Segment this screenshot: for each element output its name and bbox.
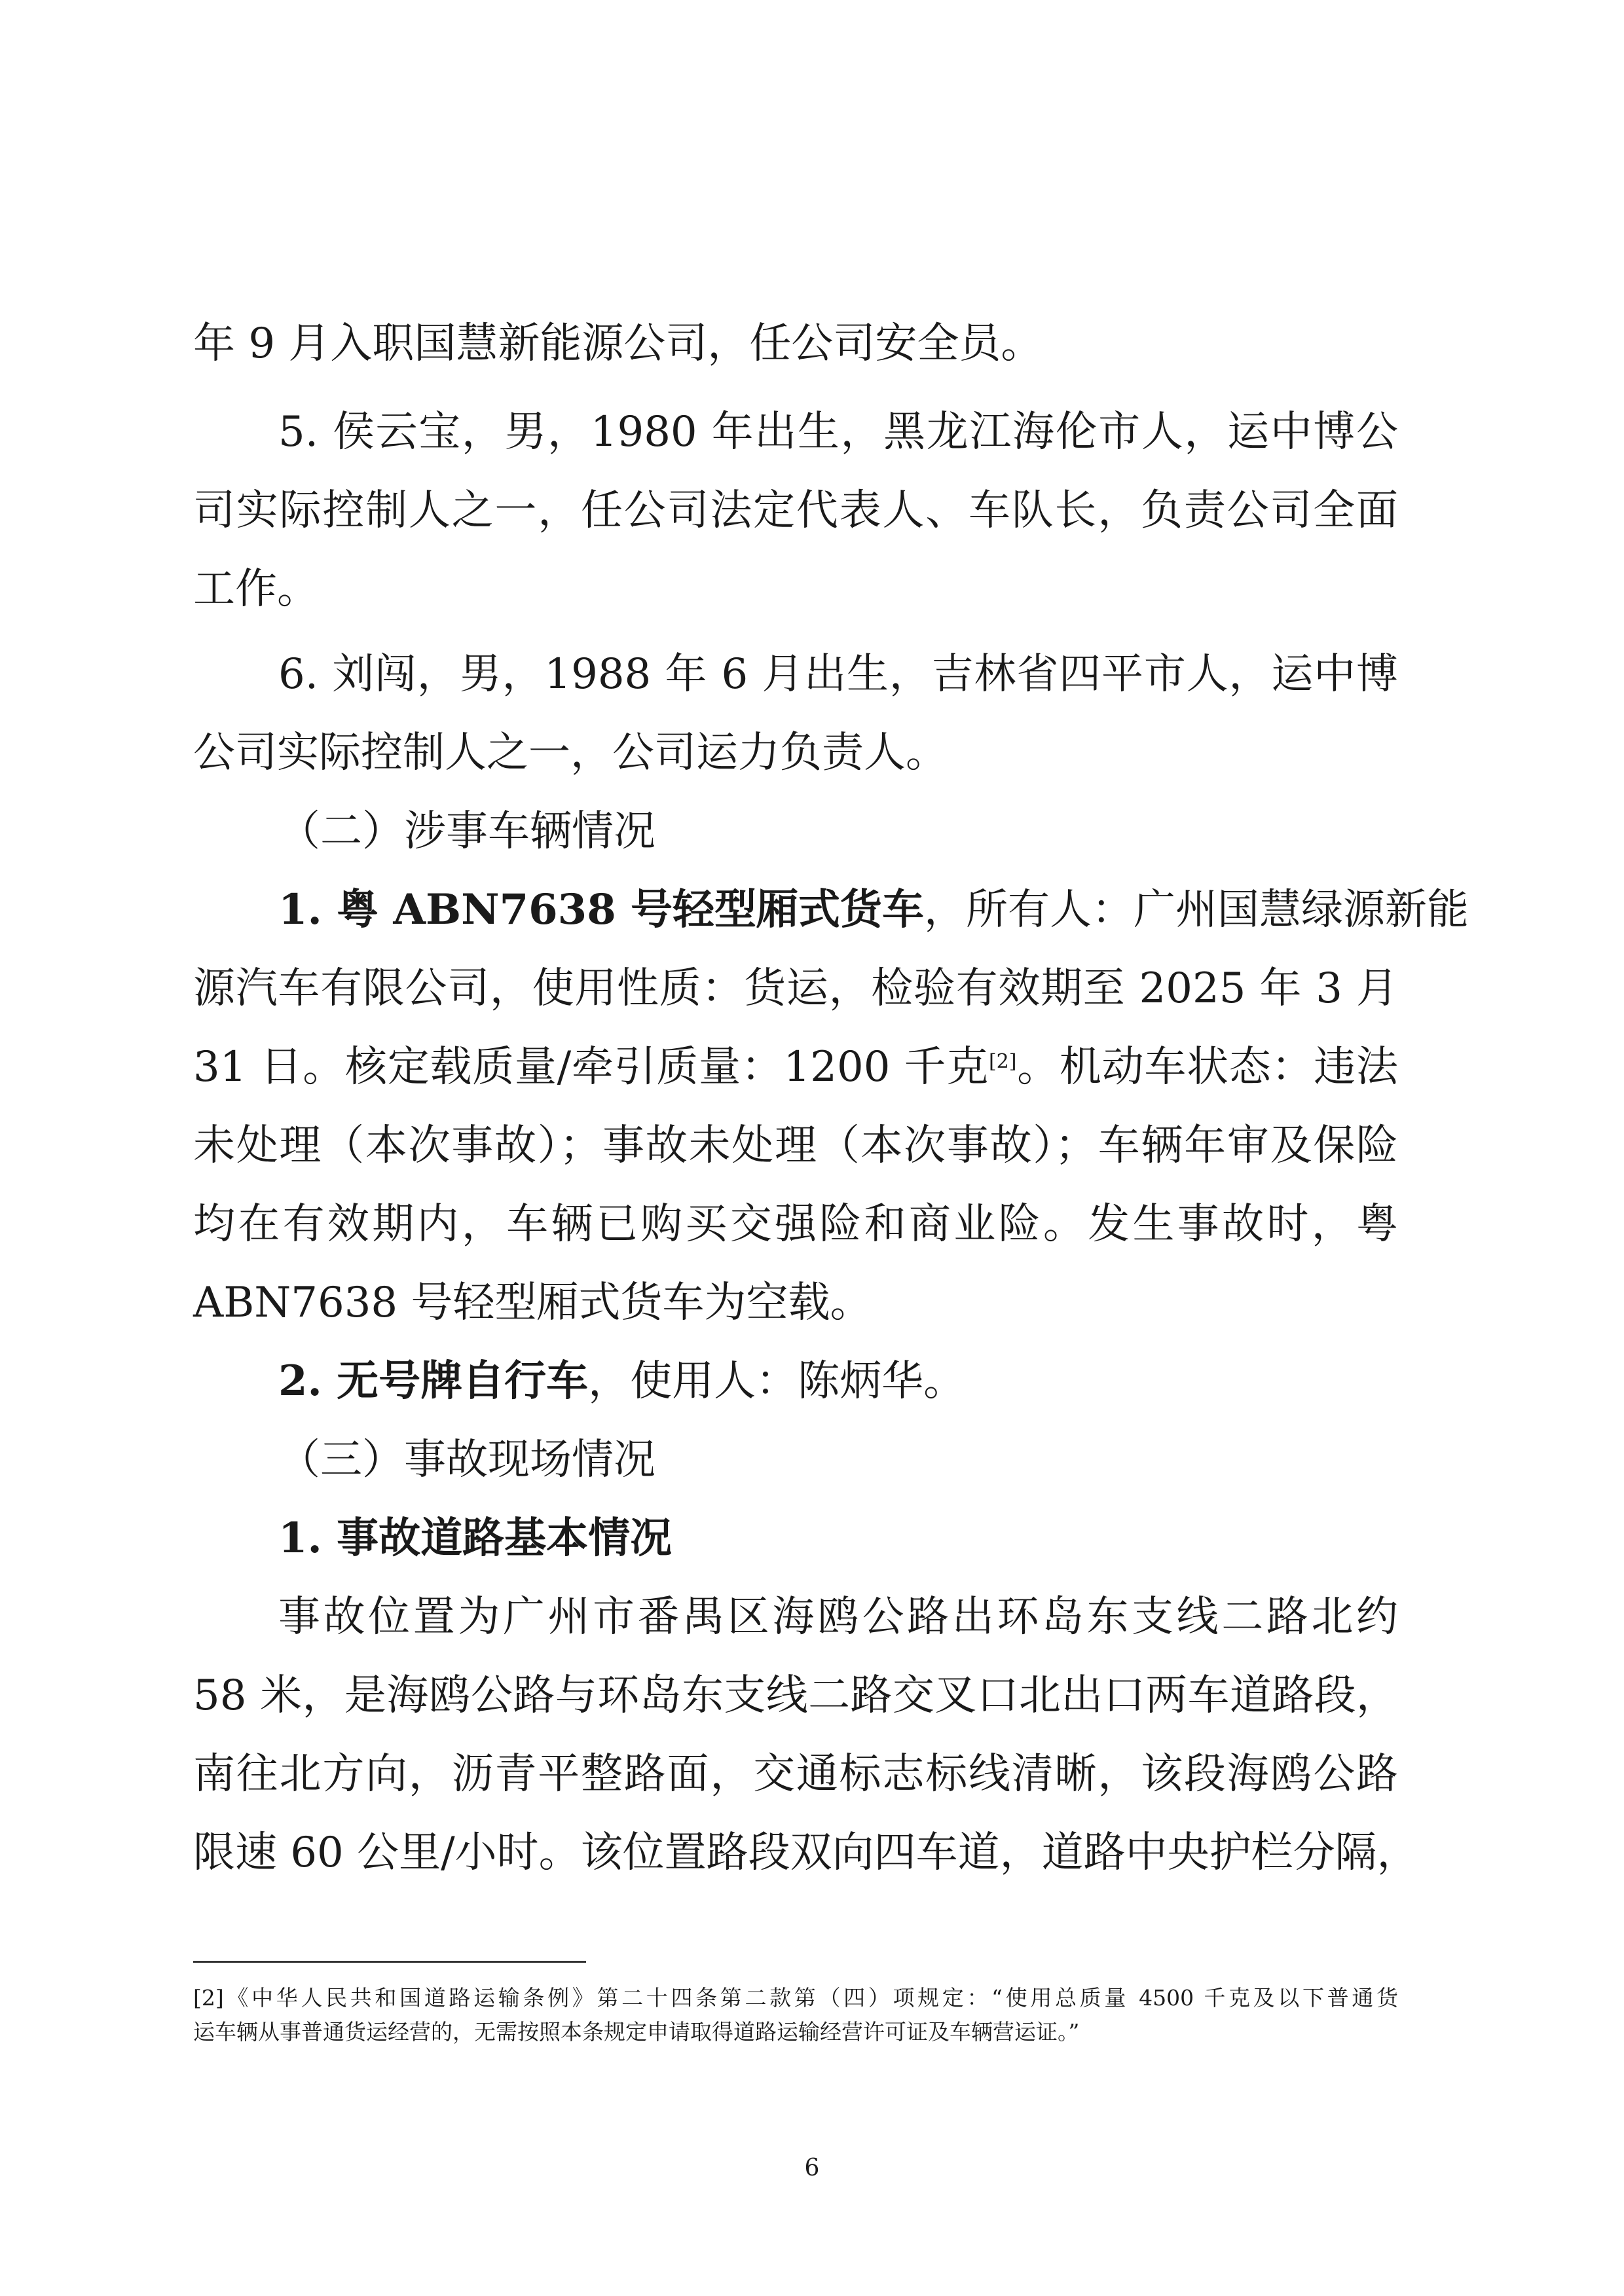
vehicle-2-title: 2. 无号牌自行车 xyxy=(278,1357,589,1406)
vehicle-2-line xyxy=(278,1355,965,1408)
vehicle-1-line-6: ABN7638 号轻型厢式货车为空载。 xyxy=(193,1279,872,1327)
person-5-line-2: 司实际控制人之一，任公司法定代表人、车队长，负责公司全面 xyxy=(193,486,1398,535)
person-6-line-1: 6. 刘闯，男，1988 年 6 月出生，吉林省四平市人，运中博 xyxy=(278,650,1398,699)
road-line-3: 南往北方向，沥青平整路面，交通标志标线清晰，该段海鸥公路 xyxy=(193,1750,1398,1798)
vehicle-1-line-2: 源汽车有限公司，使用性质：货运，检验有效期至 2025 年 3 月 xyxy=(193,964,1398,1013)
section-heading-vehicles: （二）涉事车辆情况 xyxy=(278,807,655,856)
page-number: 6 xyxy=(804,2155,820,2181)
footnote-line-2: 运车辆从事普通货运经营的，无需按照本条规定申请取得道路运输经营许可证及车辆营运证。” xyxy=(193,2019,1080,2045)
road-line-2: 58 米，是海鸥公路与环岛东支线二路交叉口北出口两车道路段， xyxy=(193,1671,1398,1720)
vehicle-1-load-text: 31 日。核定载质量/牵引质量：1200 千克 xyxy=(193,1043,989,1091)
vehicle-1-status-text: 。机动车状态：违法 xyxy=(1016,1043,1399,1091)
subsection-title-road: 1. 事故道路基本情况 xyxy=(278,1514,673,1563)
footnote-separator xyxy=(193,1961,586,1963)
vehicle-1-line-3 xyxy=(193,1041,1398,1093)
person-5-line-1: 5. 侯云宝，男，1980 年出生，黑龙江海伦市人，运中博公 xyxy=(278,408,1398,456)
vehicle-1-line-1 xyxy=(278,884,1469,936)
vehicle-1-line-5: 均在有效期内，车辆已购买交强险和商业险。发生事故时，粤 xyxy=(193,1200,1398,1248)
person-6-line-2: 公司实际控制人之一，公司运力负责人。 xyxy=(193,729,948,777)
road-line-4: 限速 60 公里/小时。该位置路段双向四车道，道路中央护栏分隔， xyxy=(193,1829,1419,1877)
road-line-1: 事故位置为广州市番禺区海鸥公路出环岛东支线二路北约 xyxy=(278,1593,1398,1641)
vehicle-1-line-4: 未处理（本次事故）；事故未处理（本次事故）；车辆年审及保险 xyxy=(193,1121,1398,1170)
vehicle-2-user-text: ，使用人：陈炳华。 xyxy=(588,1357,966,1406)
section-heading-scene: （三）事故现场情况 xyxy=(278,1436,655,1484)
person-5-line-3: 工作。 xyxy=(193,565,319,613)
vehicle-1-owner-text: ，所有人：广州国慧绿源新能 xyxy=(924,886,1469,934)
vehicle-1-title: 1. 粤 ABN7638 号轻型厢式货车 xyxy=(278,885,925,934)
body-line: 年 9 月入职国慧新能源公司，任公司安全员。 xyxy=(193,319,1043,368)
footnote-reference[interactable]: [2] xyxy=(988,1050,1017,1073)
footnote-line-1: [2]《中华人民共和国道路运输条例》第二十四条第二款第（四）项规定：“使用总质量 4500 千克及以下普通货 xyxy=(193,1985,1398,2011)
